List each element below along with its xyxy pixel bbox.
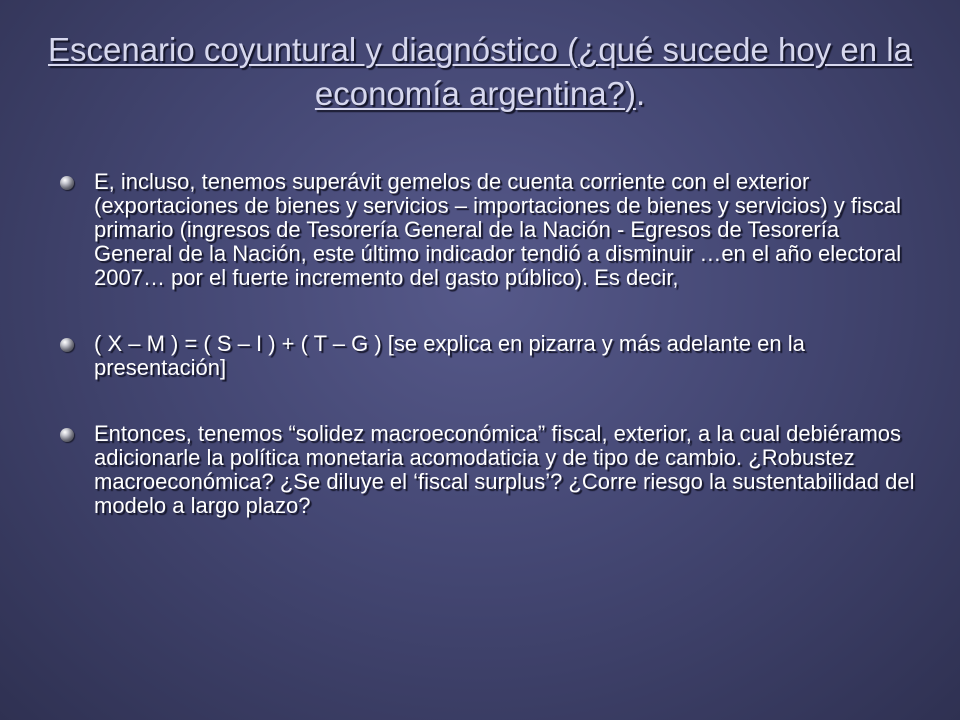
slide-title-link[interactable]: Escenario coyuntural y diagnóstico (¿qué sucede hoy en la economía argentina?) [47,31,912,112]
slide-title-suffix: . [635,75,646,112]
bullet-sphere-icon [60,176,74,190]
bullet-sphere-icon [60,338,74,352]
bullet-item [58,332,918,380]
bullet-text: Entonces, tenemos “solidez macroeconómica” fiscal, exterior, a la cual debiéramos adicionarle la política monetaria acomodaticia y de tipo de cambio. ¿Robustez macroeconómica? ¿Se diluye el ‘fiscal surplus’? ¿Corre riesgo la sustentabilidad del modelo a largo plazo? [94,421,915,518]
slide-title [40,28,920,116]
bullet-sphere-icon [60,428,74,442]
bullet-item [58,422,918,518]
bullet-list [58,170,918,518]
bullet-item [58,170,918,290]
bullet-text: E, incluso, tenemos superávit gemelos de cuenta corriente con el exterior (exportaciones de bienes y servicios – importaciones de bienes y servicios) y fiscal primario (ingresos de Tesorería General de la Nación - Egresos de Tesorería General de la Nación, este último indicador tendió a disminuir …en el año electoral 2007… por el fuerte incremento del gasto público). Es decir, [94,169,902,290]
bullet-text: ( X – M ) = ( S – I ) + ( T – G ) [se explica en pizarra y más adelante en la presentación] [94,331,805,380]
